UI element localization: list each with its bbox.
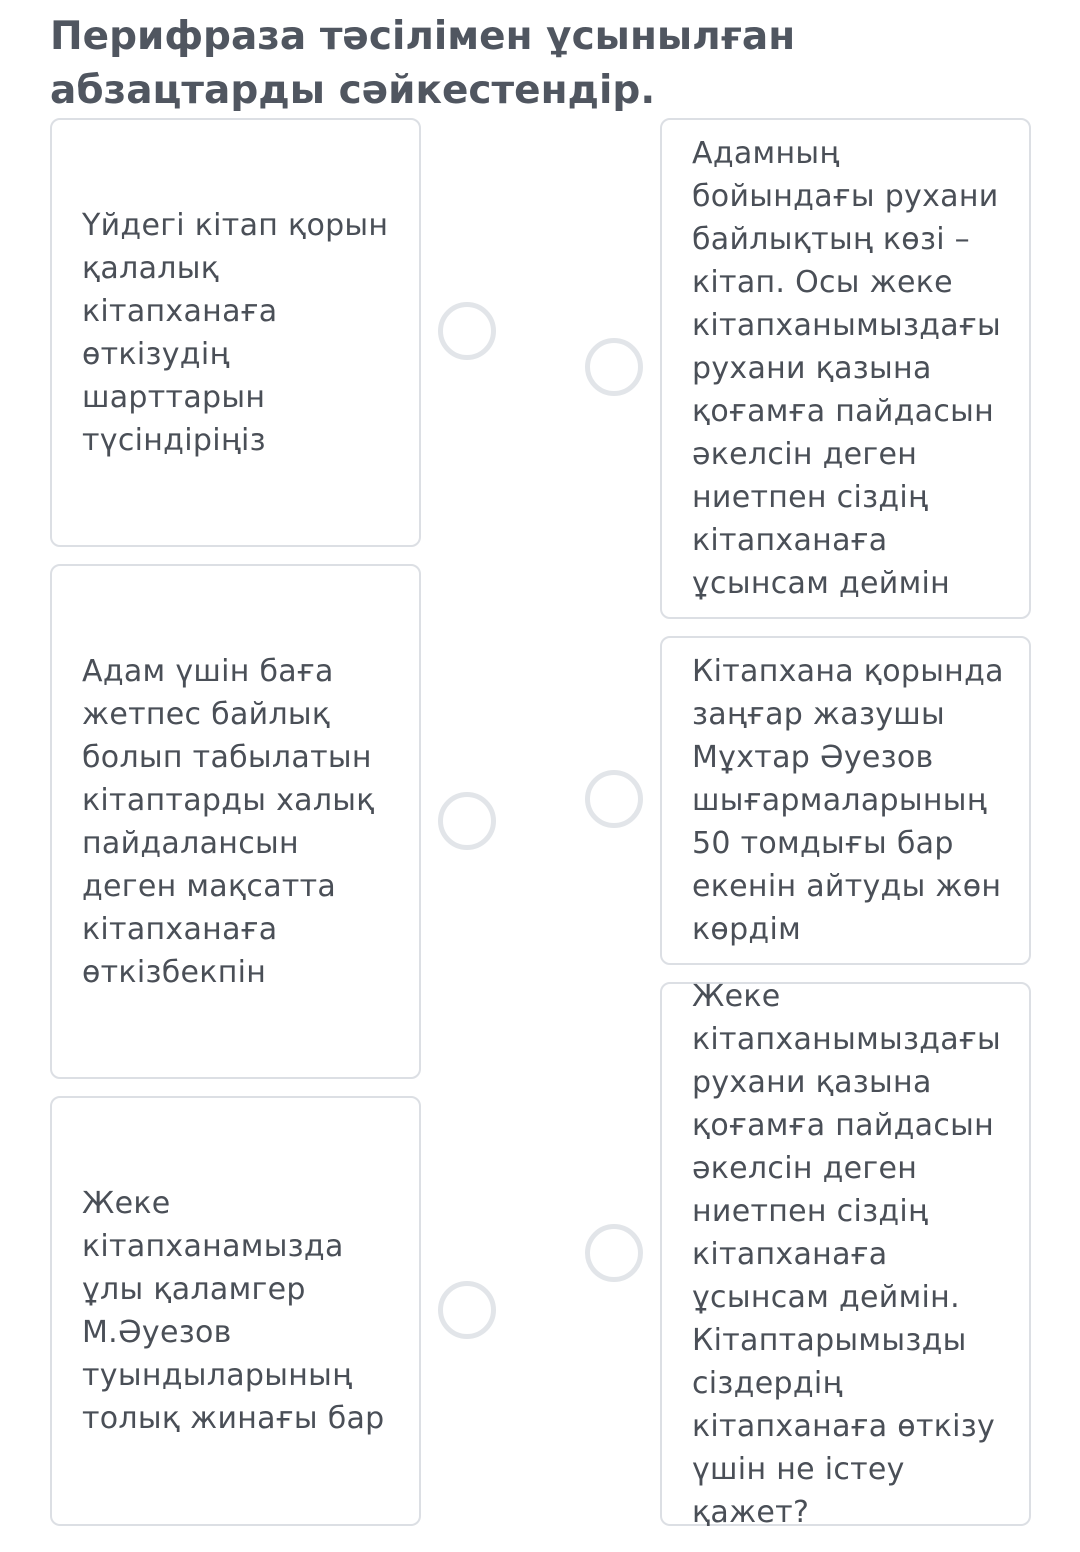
left-card-2[interactable] [50, 564, 421, 1079]
left-card-text: Адам үшін баға жетпес байлық болып табылатын кітаптарды халық пайдалансын деген мақсатта кітапханаға өткізбекпін [82, 653, 375, 990]
left-radio-1[interactable] [438, 302, 496, 360]
right-radio-3[interactable] [585, 1224, 643, 1282]
right-radio-2[interactable] [585, 770, 643, 828]
right-card-text: Жеке кітапханымыздағы рухани қазына қоғамға пайдасын әкелсін деген ниетпен сіздің кітапханаға ұсынсам деймін. Кітаптарымызды сіздердің кітапханаға өткізу үшін не істеу қажет? [692, 978, 1001, 1530]
left-card-text: Жеке кітапханамызда ұлы қаламгер М.Әуезов туындыларының толық жинағы бар [82, 1186, 385, 1436]
right-card-text: Адамның бойындағы рухани байлықтың көзі – кітап. Осы жеке кітапханымыздағы рухани қазына қоғамға пайдасын әкелсін деген ниетпен сіздің кітапханаға ұсынсам деймін [692, 136, 1001, 601]
right-card-2[interactable] [660, 636, 1031, 965]
right-card-3[interactable] [660, 978, 1031, 1530]
left-card-1[interactable] [50, 118, 421, 547]
left-radio-3[interactable] [438, 1281, 496, 1339]
question-title: Перифраза тәсілімен ұсынылған абзацтарды сәйкестендір. [50, 14, 796, 113]
left-card-3[interactable] [50, 1096, 421, 1526]
right-card-text: Кітапхана қорында заңғар жазушы Мұхтар Әуезов шығармаларының 50 томдығы бар екенін айтуды жөн көрдім [692, 654, 1004, 947]
right-card-1[interactable] [660, 118, 1031, 619]
left-card-text: Үйдегі кітап қорын қалалық кітапханаға өткізудің шарттарын түсіндіріңіз [82, 207, 389, 458]
left-radio-2[interactable] [438, 792, 496, 850]
right-radio-1[interactable] [585, 338, 643, 396]
